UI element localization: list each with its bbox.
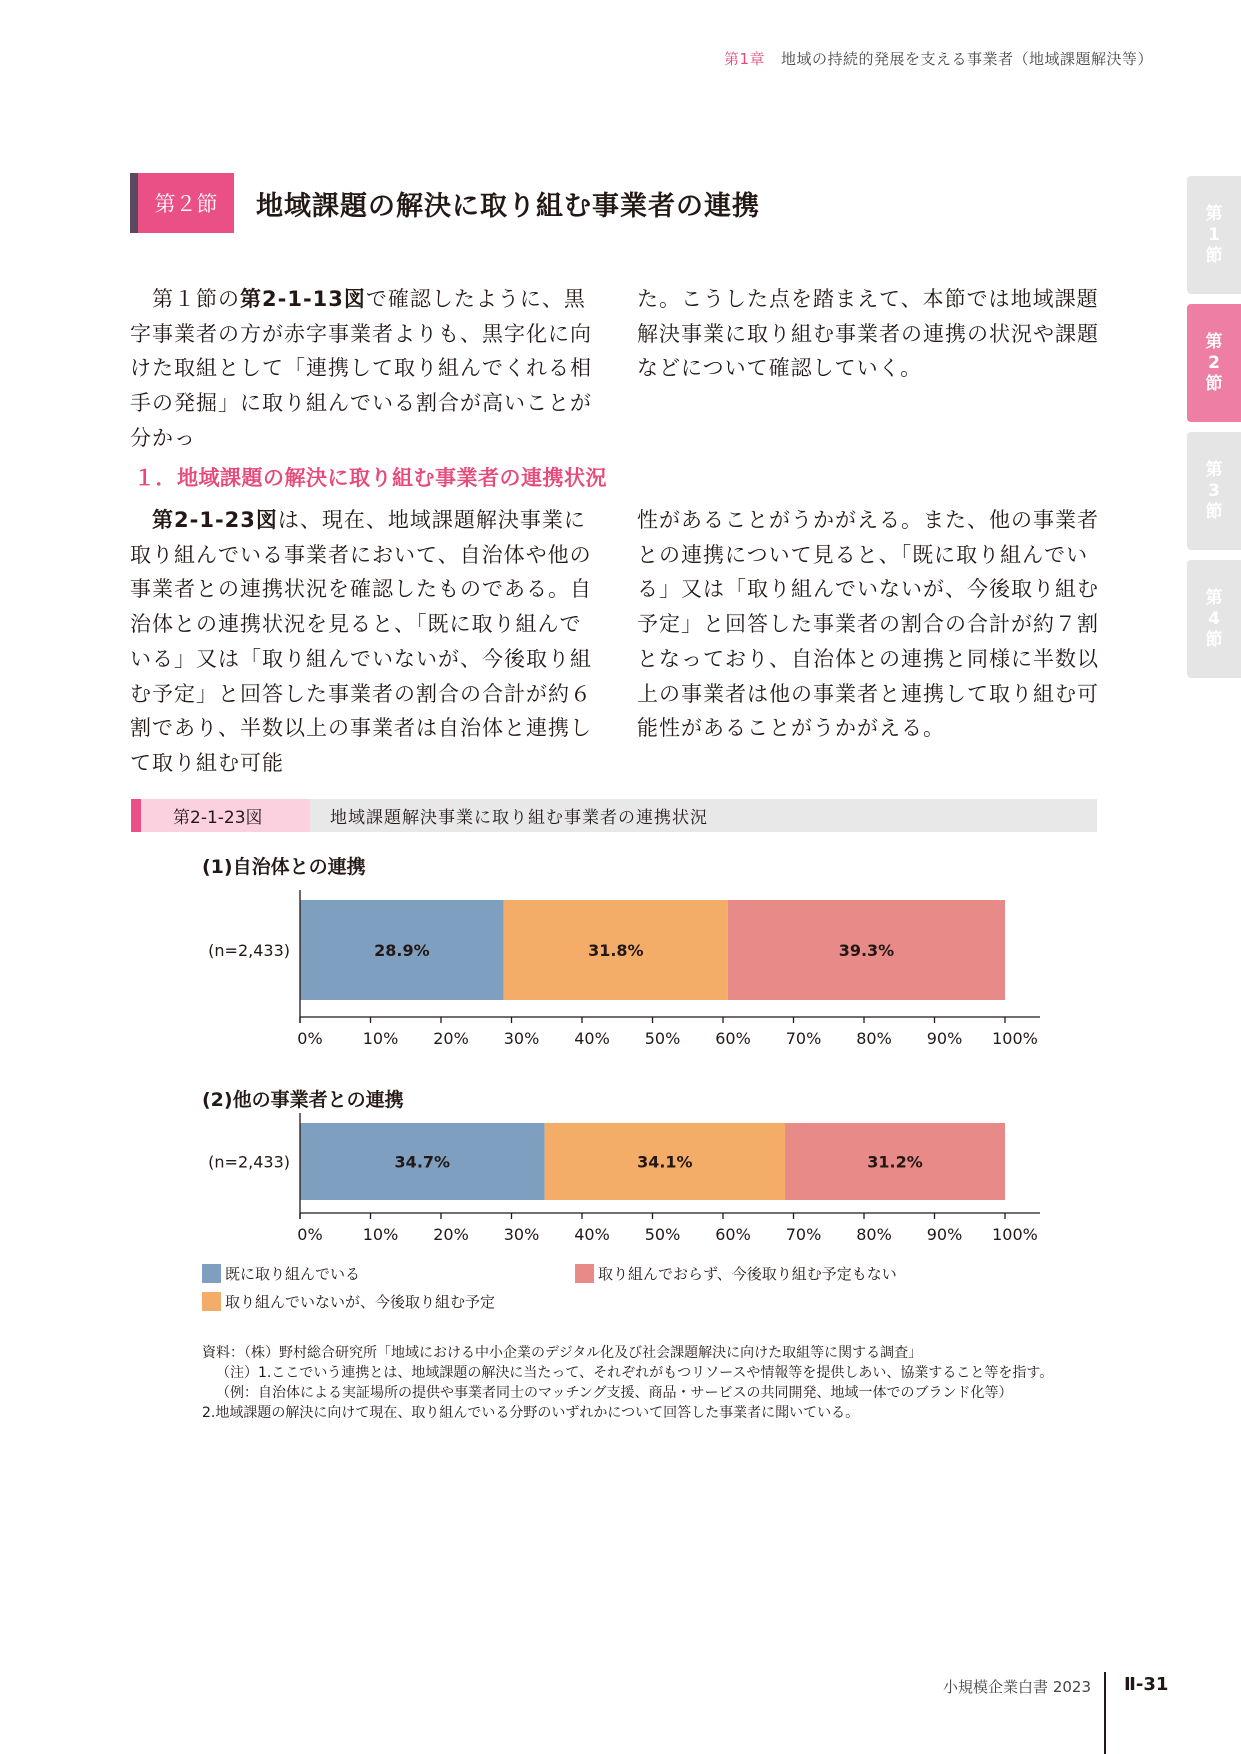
data-label: 28.9% [374,941,430,960]
x-tick-label: 10% [362,1029,399,1048]
intro-text-start: 第１節の [130,287,240,311]
x-tick-label: 70% [785,1029,822,1048]
side-tab-1[interactable]: 第 1 節 [1187,176,1241,294]
x-tick-label: 80% [856,1225,892,1244]
intro-text-rest: で確認したように、黒字事業者の方が赤字事業者よりも、黒字化に向けた取組として「連携して取り組んでくれる相手の発掘」に取り組んでいる割合が高いことが分かっ [130,287,592,450]
page-number: Ⅱ-31 [1124,1674,1169,1695]
para2-indent [130,508,152,532]
side-tab-3[interactable]: 第 3 節 [1187,432,1241,550]
legend-swatch [575,1264,594,1283]
legend-item-none [575,1263,897,1284]
figure-reference-13: 第2-1-13図 [240,287,366,311]
paragraph-2-left [130,503,600,781]
source-note: 資料：（株）野村総合研究所「地域における中小企業のデジタル化及び社会課題解決に向けた取組等に関する調査」 [202,1345,923,1361]
data-label: 31.2% [867,1152,923,1172]
legend-swatch [202,1292,221,1311]
side-tab-4[interactable]: 第 4 節 [1187,560,1241,678]
legend-label: 既に取り組んでいる [225,1265,361,1283]
section-title: 地域課題の解決に取り組む事業者の連携 [256,190,760,222]
data-label: 39.3% [838,941,895,960]
legend-item-planned [202,1291,495,1312]
chart-2-title: (2)他の事業者との連携 [202,1089,404,1111]
figure-banner-edge [131,799,141,832]
x-tick-label: 20% [433,1029,469,1048]
intro-paragraph-right: た。こうした点を踏まえて、本節では地域課題解決事業に取り組む事業者の連携の状況や課題などについて確認していく。 [637,287,1099,381]
x-tick-label: 20% [433,1225,469,1244]
x-tick-label: 40% [574,1225,610,1244]
x-tick-label: 80% [856,1029,892,1048]
x-tick-label: 50% [644,1225,681,1244]
data-label: 31.8% [588,941,644,960]
chapter-label: 第1章 [723,50,765,68]
category-label: (n=2,433) [208,941,290,960]
x-tick-label: 60% [715,1029,751,1048]
x-tick-label: 0% [297,1029,323,1048]
x-tick-label: 10% [362,1225,399,1244]
x-tick-label: 0% [297,1225,323,1244]
data-label: 34.1% [637,1152,693,1172]
figure-label: 第2-1-23図 [141,799,310,832]
subsection-heading: １．地域課題の解決に取り組む事業者の連携状況 [134,466,607,490]
intro-paragraph-left [130,282,600,456]
note-1-example: （例：自治体による実証場所の提供や事業者同士のマッチング支援、商品・サービスの共同開発、地域一体でのブランド化等） [216,1385,1013,1401]
figure-banner [131,799,1097,832]
note-2: 2.地域課題の解決に向けて現在、取り組んでいる分野のいずれかについて回答した事業者に聞いている。 [202,1405,860,1421]
x-tick-label: 60% [715,1225,751,1244]
para2-text-rest: は、現在、地域課題解決事業に取り組んでいる事業者において、自治体や他の事業者との連携状況を確認したものである。自治体との連携状況を見ると、「既に取り組んでいる」又は「取り組んでいないが、今後取り組む予定」と回答した事業者の割合の合計が約６割であり、半数以上の事業者は自治体と連携して取り組む可能 [130,508,592,775]
footer-divider [1104,1672,1106,1754]
section-number: 第２節 [138,173,234,233]
x-tick-label: 70% [785,1225,822,1244]
section-heading [130,173,760,233]
x-tick-label: 100% [992,1029,1038,1048]
x-tick-label: 40% [574,1029,610,1048]
x-tick-label: 100% [992,1225,1038,1244]
chart-1-title: (1)自治体との連携 [202,856,366,878]
x-tick-label: 90% [926,1029,963,1048]
legend-label: 取り組んでおらず、今後取り組む予定もない [598,1265,897,1283]
chart-2-other-businesses [0,1120,1241,1260]
x-tick-label: 50% [644,1029,681,1048]
figure-title: 地域課題解決事業に取り組む事業者の連携状況 [310,799,1097,832]
category-label: (n=2,433) [208,1152,290,1172]
x-tick-label: 30% [503,1225,540,1244]
section-heading-bar [130,173,138,233]
legend-label: 取り組んでいないが、今後取り組む予定 [225,1293,496,1311]
figure-reference-23: 第2-1-23図 [152,508,278,532]
note-1: （注）1.ここでいう連携とは、地域課題の解決に当たって、それぞれがもつリソースや情報等を提供しあい、協業すること等を指す。 [216,1365,1054,1381]
side-tab-2[interactable]: 第 2 節 [1187,304,1241,422]
figure-notes [202,1343,1053,1423]
paragraph-2-right: 性があることがうかがえる。また、他の事業者との連携について見ると、「既に取り組んでいる」又は「取り組んでいないが、今後取り組む予定」と回答した事業者の割合の合計が約７割となっており、自治体との連携と同様に半数以上の事業者は他の事業者と連携して取り組む可能性があることがうかがえる。 [637,508,1099,741]
chart-1-local-government [0,890,1241,1060]
legend-swatch [202,1264,221,1283]
x-tick-label: 30% [503,1029,540,1048]
chapter-title: 地域の持続的発展を支える事業者（地域課題解決等） [780,50,1153,68]
legend-item-active [202,1263,360,1284]
data-label: 34.7% [394,1152,451,1172]
x-tick-label: 90% [926,1225,963,1244]
book-title: 小規模企業白書 2023 [943,1678,1091,1696]
running-header [724,48,1153,69]
